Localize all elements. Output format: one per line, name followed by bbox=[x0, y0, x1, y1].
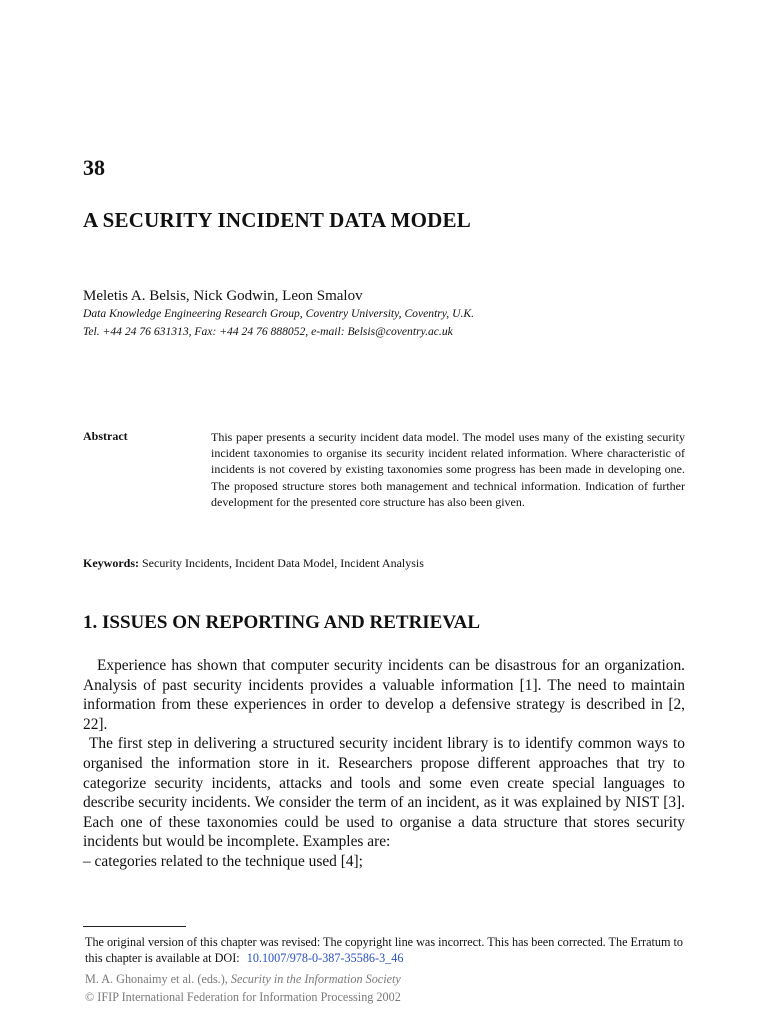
keywords-line bbox=[83, 556, 424, 571]
chapter-number: 38 bbox=[83, 155, 105, 180]
keywords-text: Security Incidents, Incident Data Model, Incident Analysis bbox=[142, 556, 424, 570]
list-item: – categories related to the technique used [4]; bbox=[83, 852, 363, 870]
section-body bbox=[83, 656, 685, 872]
copyright-line: © IFIP International Federation for Information Processing 2002 bbox=[85, 990, 401, 1004]
body-paragraph: The first step in delivering a structured security incident library is to identify common ways to organised the information store in it. Researchers propose different approaches that try to categorize security incidents, attacks and tools and some even create special languages to describe security incidents. We consider the term of an incident, as it was explained by NIST [3]. Each one of these taxonomies could be used to organise a data structure that stores security incidents but would be incomplete. Examples are: bbox=[83, 735, 685, 851]
doi-link[interactable]: 10.1007/978-0-387-35586-3_46 bbox=[246, 951, 404, 965]
footnote-divider bbox=[83, 926, 186, 927]
erratum-text: The original version of this chapter was revised: The copyright line was incorrect. This has been corrected. The Erratum to this chapter is available at DOI: bbox=[85, 935, 684, 965]
abstract-text: This paper presents a security incident data model. The model uses many of the existing security incident taxonomies to organise its security incident related information. Where characteristic of incidents is not covered by existing taxonomies some progress has been made in developing one. The proposed structure stores both management and technical information. Indication of further development for the presented core structure has also been given. bbox=[211, 430, 685, 509]
body-paragraph: Experience has shown that computer security incidents can be disastrous for an organization. Analysis of past security incidents provides a valuable information [1]. The need to maintain information from these experiences in order to develop a defensive strategy is described in [2, 22]. bbox=[83, 657, 685, 733]
section-heading: 1. ISSUES ON REPORTING AND RETRIEVAL bbox=[83, 612, 481, 633]
author-affiliation: Data Knowledge Engineering Research Group, Coventry University, Coventry, U.K. bbox=[83, 307, 475, 320]
citation-editors: M. A. Ghonaimy et al. (eds.), bbox=[85, 972, 228, 986]
erratum-note bbox=[85, 934, 690, 966]
author-contact: Tel. +44 24 76 631313, Fax: +44 24 76 888052, e-mail: Belsis@coventry.ac.uk bbox=[83, 325, 453, 338]
author-list: Meletis A. Belsis, Nick Godwin, Leon Smalov bbox=[83, 288, 363, 304]
chapter-title: A SECURITY INCIDENT DATA MODEL bbox=[83, 208, 471, 232]
abstract-label: Abstract bbox=[83, 429, 128, 443]
keywords-label: Keywords: bbox=[83, 556, 139, 570]
citation-book-title: Security in the Information Society bbox=[230, 972, 401, 986]
book-citation bbox=[85, 972, 401, 987]
